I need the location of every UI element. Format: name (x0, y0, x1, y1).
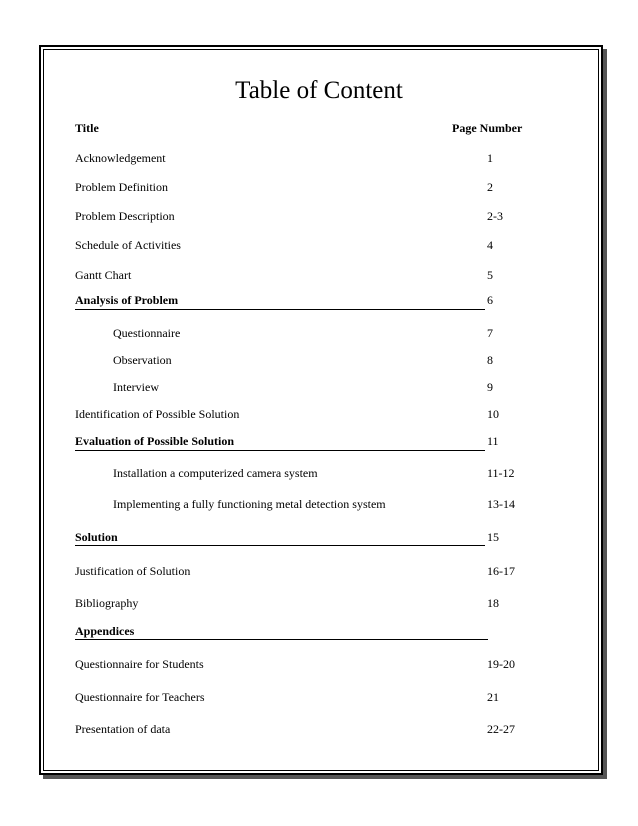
frame-shadow-bottom (43, 775, 607, 779)
toc-entry-label: Schedule of Activities (75, 238, 181, 252)
toc-entry-label: Presentation of data (75, 722, 171, 736)
toc-entry-problem-definition (75, 180, 520, 195)
toc-entry-page: 11 (487, 434, 499, 448)
toc-entry-problem-description (75, 209, 520, 224)
toc-entry-justification (75, 564, 520, 579)
toc-entry-page: 22-27 (487, 722, 515, 736)
section-underline (75, 545, 485, 546)
toc-section-evaluation (75, 434, 520, 449)
toc-entry-label: Interview (113, 380, 159, 394)
toc-entry-identification (75, 407, 520, 422)
toc-entry-metal-detection (75, 497, 520, 512)
toc-entry-camera-system (75, 466, 520, 481)
frame-shadow-right (603, 49, 607, 779)
toc-entry-page: 13-14 (487, 497, 515, 511)
toc-entry-page: 5 (487, 268, 493, 282)
title-column-header: Title (75, 121, 99, 135)
toc-entry-page: 4 (487, 238, 493, 252)
toc-entry-page: 18 (487, 596, 499, 610)
toc-entry-gantt-chart (75, 268, 520, 283)
toc-entry-presentation (75, 722, 520, 737)
toc-section-solution (75, 530, 520, 545)
toc-entry-label: Bibliography (75, 596, 139, 610)
toc-entry-label: Questionnaire (113, 326, 181, 340)
toc-entry-label: Justification of Solution (75, 564, 191, 578)
section-underline (75, 639, 488, 640)
toc-entry-questionnaire (75, 326, 520, 341)
page-number-column-header: Page Number (452, 121, 523, 135)
section-underline (75, 309, 485, 310)
toc-entry-label: Acknowledgement (75, 151, 166, 165)
toc-entry-label: Identification of Possible Solution (75, 407, 240, 421)
toc-entry-interview (75, 380, 520, 395)
toc-entry-label: Problem Description (75, 209, 175, 223)
toc-entry-label: Questionnaire for Students (75, 657, 204, 671)
toc-entry-label: Observation (113, 353, 172, 367)
toc-entry-page: 10 (487, 407, 499, 421)
section-underline (75, 450, 485, 451)
toc-section-label: Solution (75, 530, 118, 544)
toc-entry-label: Questionnaire for Teachers (75, 690, 205, 704)
toc-section-appendices (75, 624, 520, 639)
toc-section-label: Appendices (75, 624, 135, 638)
toc-entry-page: 6 (487, 293, 493, 307)
toc-entry-schedule (75, 238, 520, 253)
toc-entry-page: 16-17 (487, 564, 515, 578)
document-title: Table of Content (235, 77, 403, 104)
toc-entry-page: 15 (487, 530, 499, 544)
toc-entry-label: Gantt Chart (75, 268, 132, 282)
toc-entry-bibliography (75, 596, 520, 611)
toc-entry-page: 11-12 (487, 466, 515, 480)
toc-entry-label: Problem Definition (75, 180, 168, 194)
toc-entry-page: 9 (487, 380, 493, 394)
toc-section-label: Analysis of Problem (75, 293, 179, 307)
toc-entry-questionnaire-students (75, 657, 520, 672)
toc-section-label: Evaluation of Possible Solution (75, 434, 235, 448)
toc-entry-label: Installation a computerized camera system (113, 466, 318, 480)
toc-entry-acknowledgement (75, 151, 520, 166)
toc-entry-page: 8 (487, 353, 493, 367)
toc-section-analysis (75, 293, 520, 308)
toc-entry-page: 19-20 (487, 657, 515, 671)
toc-entry-page: 7 (487, 326, 493, 340)
toc-entry-page: 1 (487, 151, 493, 165)
toc-entry-page: 2 (487, 180, 493, 194)
toc-entry-label: Implementing a fully functioning metal detection system (113, 497, 386, 511)
toc-entry-observation (75, 353, 520, 368)
toc-entry-page: 21 (487, 690, 499, 704)
toc-entry-questionnaire-teachers (75, 690, 520, 705)
toc-entry-page: 2-3 (487, 209, 503, 223)
